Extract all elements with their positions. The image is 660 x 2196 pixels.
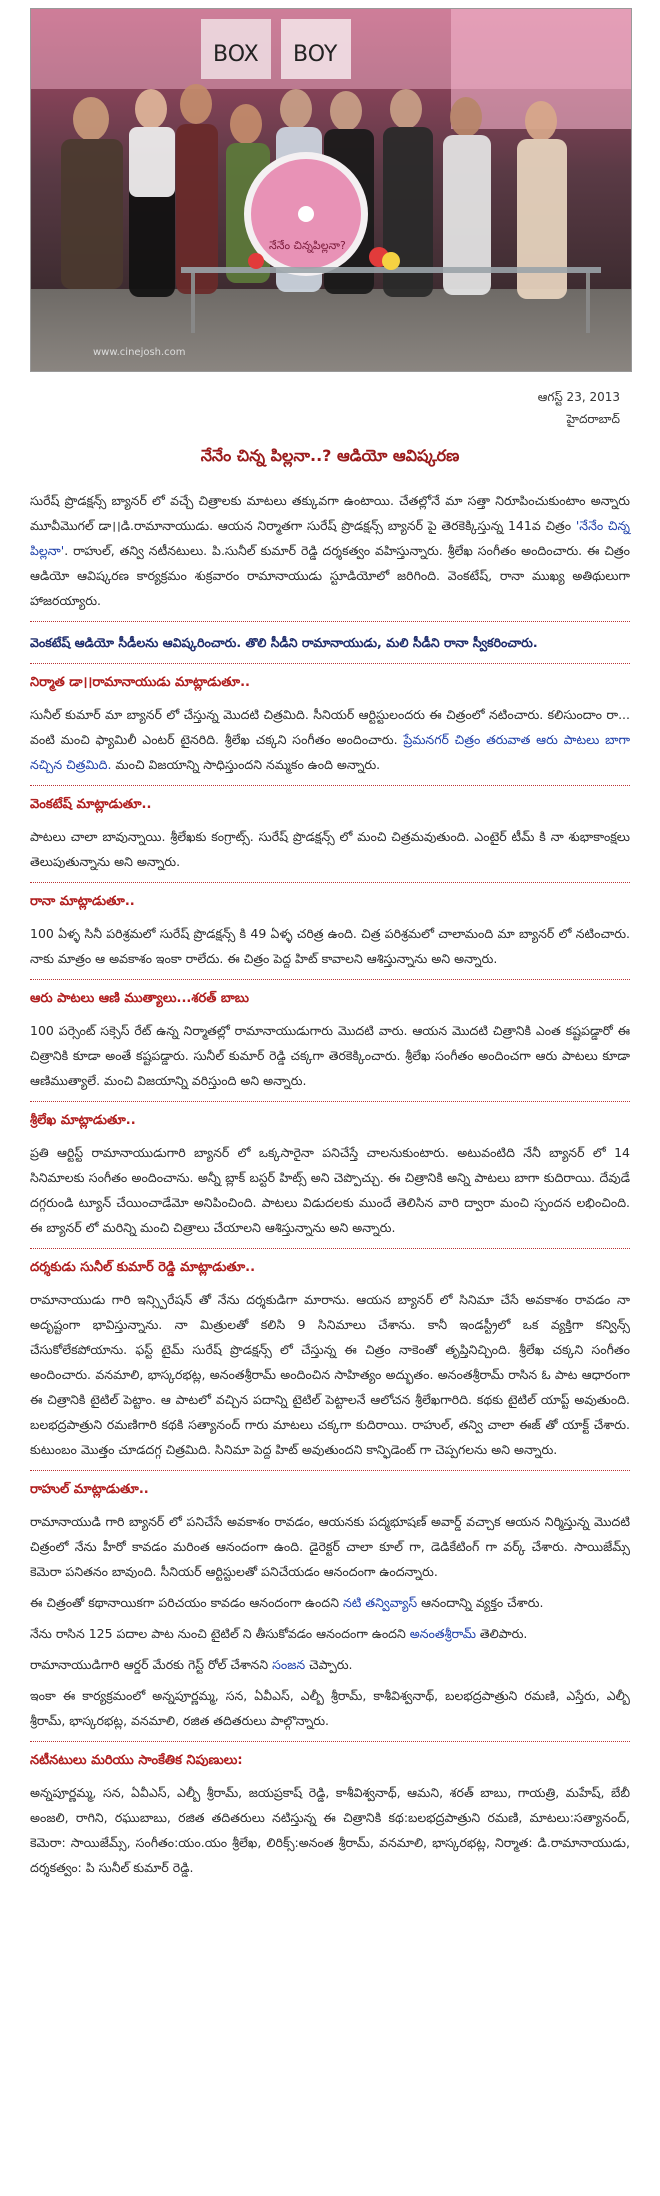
article-title: నేనేం చిన్న పిల్లనా..? ఆడియో ఆవిష్కరణ	[200, 446, 460, 465]
article-body	[30, 488, 630, 1886]
section-highlight: ప్రేమనగర్ చిత్రం తరువాత ఆరు పాటలు బాగా నచ్చిన చిత్రమిది.	[30, 732, 631, 772]
section-text-sarathbabu: 100 పర్సెంట్ సక్సెస్ రేట్ ఉన్న నిర్మాతల్లో రామానాయుడుగారు మొదటి వారు. ఆయన మొదటి చిత్రానికి ఎంత కష్టపడ్డారో ఈ చిత్రానికి కూడా అంతే కష్టపడ్డారు. సునీల్ కుమార్ రెడ్డి చక్కగా తెరకెక్కించారు. శ్రీలేఖ సంగీతం అందించగా ఆరు పాటలు కూడా ఆణిముత్యాలే. మంచి విజయాన్ని వరిస్తుంది అని అన్నారు.	[30, 1023, 630, 1088]
section-heading-sarathbabu: ఆరు పాటలు ఆణి ముత్యాలు...శరత్ బాబు	[30, 991, 250, 1006]
disc-title: నేనేం చిన్నపిల్లనా?	[269, 239, 346, 252]
tail-highlight: అనంతశ్రీరామ్	[409, 1626, 476, 1641]
tail-paragraph-ananthasriram	[30, 1621, 630, 1646]
article-place: హైదరాబాద్	[566, 412, 620, 426]
intro-paragraph	[30, 488, 630, 613]
separator	[30, 785, 630, 786]
section-heading-venkatesh: వెంకటేష్ మాట్లాడుతూ..	[30, 797, 152, 812]
section-text-part: సునీల్ కుమార్ మా బ్యానర్ లో చేస్తున్న మొదటి చిత్రమిది. సీనియర్ ఆర్టిస్టులందరు ఈ చిత్రంలో నటించారు. కలిసుందాం రా... వంటి మంచి ఫ్యామిలీ ఎంటర్ టైనరిది. శ్రీలేఖ చక్కని సంగీతం అందించారు.	[30, 707, 630, 747]
tail-highlight: నటి తన్వివ్యాస్	[342, 1595, 418, 1610]
section-heading-director: దర్శకుడు సునీల్ కుమార్ రెడ్డి మాట్లాడుతూ..	[30, 1260, 256, 1275]
backdrop-text-boy: BOY	[293, 42, 338, 67]
separator	[30, 1101, 630, 1102]
section-text-venkatesh: పాటలు చాలా బావున్నాయి. శ్రీలేఖకు కంగ్రాట్స్. సురేష్ ప్రొడక్షన్స్ లో మంచి చిత్రమవుతుంది. ఎంటైర్ టీమ్ కి నా శుభాకాంక్షలు తెలుపుతున్నాను అని అన్నారు.	[30, 829, 630, 869]
tail-paragraph-sanjana	[30, 1652, 630, 1677]
tail-highlight: సంజన	[272, 1657, 306, 1672]
section-text-srilekha: ప్రతి ఆర్టిస్ట్ రామానాయుడుగారి బ్యానర్ లో ఒక్కసారైనా పనిచేస్తే చాలనుకుంటారు. అటువంటిది నేనీ బ్యానర్ లో 14 సినిమాలకు సంగీతం అందించాను. అన్నీ బ్లాక్ బస్టర్ హిట్స్ అని చెప్పొచ్చు. ఈ చిత్రానికి అన్ని పాటలు బాగా కుదిరాయి. దేవుడే దగ్గరుండి ట్యూన్ చేయించాడేమో అనిపించింది. పాటలు విడుదలకు ముందే తెలిసిన వారి ద్వారా మంచి స్పందన లభించింది. ఈ బ్యానర్ లో మరిన్ని మంచి చిత్రాలు చేయాలని ఆశిస్తున్నాను అని అన్నారు.	[30, 1145, 630, 1235]
tail-paragraph-attendees: ఇంకా ఈ కార్యక్రమంలో అన్నపూర్ణమ్మ, సన, ఏవీఎస్, ఎల్బీ శ్రీరామ్, కాశీవిశ్వనాథ్, బలభద్రపాత్రుని రమణి, ఎస్తేరు, ఎల్బీ శ్రీరామ్, భాస్కరభట్ల, వనమాలి, రజిత తదితరులు పాల్గొన్నారు.	[30, 1688, 630, 1728]
article-date: ఆగస్ట్ 23, 2013	[537, 390, 620, 404]
section-heading-rahul: రాహుల్ మాట్లాడుతూ..	[30, 1482, 149, 1497]
tail-text: నేను రాసిన 125 పదాల పాట నుంచి టైటిల్ ని తీసుకోవడం ఆనందంగా ఉందని	[30, 1626, 410, 1641]
separator	[30, 1741, 630, 1742]
tail-text: చెప్పారు.	[305, 1657, 353, 1672]
photo-watermark: www.cinejosh.com	[93, 347, 186, 358]
section-text-director: రామానాయుడు గారి ఇన్స్పిరేషన్ తో నేను దర్శకుడిగా మారాను. ఆయన బ్యానర్ లో సినిమా చేసే అవకాశం రావడం నా అదృష్టంగా భావిస్తున్నాను. నా మిత్రులతో కలిసి 9 సినిమాలు చేశాను. కానీ ఇండస్ట్రీలో ఒక వ్యక్తిగా కన్విన్స్ చేసుకోలేకపోయాను. ఫస్ట్ టైమ్ సురేష్ ప్రొడక్షన్స్ లో చేస్తున్న ఈ చిత్రం నాకెంతో తృప్తినిచ్చింది. శ్రీలేఖ చక్కని సంగీతం అందించారు. వనమాలి, భాస్కరభట్ల, అనంతశ్రీరామ్ అందించిన సాహిత్యం అద్భుతం. అనంతశ్రీరామ్ రాసిన ఓ పాట ఆధారంగా ఈ చిత్రానికి టైటిల్ పెట్టాం. ఆ పాటలో వచ్చిన పదాన్ని టైటిల్ పెట్టాలనే ఆలోచన శ్రీలేఖగారిది. కథకు టైటిల్ యాప్ట్ అవుతుంది. బలభద్రపాత్రుని రమణిగారి కథకి సత్యానంద్ గారు మాటలు చక్కగా కుదిరాయి. రాహుల్, తన్వి చాలా ఈజ్ తో యాక్ట్ చేశారు. కుటుంబం మొత్తం చూడదగ్గ చిత్రమిది. సినిమా పెద్ద హిట్ అవుతుందని కాన్ఫిడెంట్ గా చెప్పగలను అని అన్నారు.	[30, 1292, 630, 1457]
intro-text: సురేష్ ప్రొడక్షన్స్ బ్యానర్ లో వచ్చే చిత్రాలకు మాటలు తక్కువగా ఉంటాయి. చేతల్లోనే మా సత్తా నిరూపించుకుంటాం అన్నారు మూవీమొగల్ డా।।డి.రామానాయుడు. ఆయన నిర్మాతగా సురేష్ ప్రొడక్షన్స్ బ్యానర్ పై తెరకెక్కిస్తున్న 141వ చిత్రం	[30, 493, 630, 533]
tail-text: రామానాయుడిగారి ఆర్డర్ మేరకు గెస్ట్ రోల్ చేశానని	[30, 1657, 273, 1672]
section-heading-ramanaidu: నిర్మాత డా।।రామానాయుడు మాట్లాడుతూ..	[30, 675, 250, 690]
tail-text: ఆనందాన్ని వ్యక్తం చేశారు.	[417, 1595, 544, 1610]
event-photo-illustration	[31, 9, 631, 371]
film-title-highlight: 'నేనేం చిన్న పిల్లనా'	[30, 518, 630, 558]
section-heading-srilekha: శ్రీలేఖ మాట్లాడుతూ..	[30, 1113, 136, 1128]
event-photo	[30, 8, 632, 372]
backdrop-text-box: BOX	[213, 42, 259, 67]
launch-line: వెంకటేష్ ఆడియో సీడీలను ఆవిష్కరించారు. తొలి సీడీని రామానాయుడు, మలి సీడీని రానా స్వీకరించారు.	[30, 635, 538, 650]
section-text-ramanaidu	[30, 702, 630, 777]
section-text-rahul: రామానాయుడి గారి బ్యానర్ లో పనిచేసే అవకాశం రావడం, ఆయనకు పద్మభూషణ్ అవార్డ్ వచ్చాక ఆయన నిర్మిస్తున్న మొదటి చిత్రంలో నేను హీరో కావడం మరింత ఆనందంగా ఉంది. డైరెక్టర్ చాలా కూల్ గా, డెడికేటింగ్ గా వర్క్ చేశారు. సాయిజేమ్స్ కెమెరా పనితనం బావుంది. సీనియర్ ఆర్టిస్టులతో పనిచేయడం ఆనందంగా ఉందన్నారు.	[30, 1514, 630, 1579]
credits-heading: నటీనటులు మరియు సాంకేతిక నిపుణులు:	[30, 1753, 243, 1768]
separator	[30, 979, 630, 980]
section-text-part: మంచి విజయాన్ని సాధిస్తుందని నమ్మకం ఉంది అన్నారు.	[111, 757, 381, 772]
separator	[30, 882, 630, 883]
section-text-rana: 100 ఏళ్ళ సినీ పరిశ్రమలో సురేష్ ప్రొడక్షన్స్ కి 49 ఏళ్ళ చరిత్ర ఉంది. చిత్ర పరిశ్రమలో చాలామంది మా బ్యానర్ లో నటించారు. నాకు మాత్రం ఆ అవకాశం ఇంకా రాలేదు. ఈ చిత్రం పెద్ద హిట్ కావాలని ఆశిస్తున్నాను అని అన్నారు.	[30, 926, 630, 966]
section-heading-rana: రానా మాట్లాడుతూ..	[30, 894, 135, 909]
separator	[30, 663, 630, 664]
credits-text: అన్నపూర్ణమ్మ, సన, ఏవీఎస్, ఎల్బీ శ్రీరామ్, జయప్రకాష్ రెడ్డి, కాశీవిశ్వనాథ్, ఆమని, శరత్ బాబు, గాయత్రి, మహేష్, బేబీ అంజలి, రాగిని, రఘుబాబు, రజిత తదితరులు నటిస్తున్న ఈ చిత్రానికి కథ:బలభద్రపాత్రుని రమణి, మాటలు:సత్యానంద్, కెమెరా: సాయిజేమ్స్, సంగీతం:యం.యం శ్రీలేఖ, లిరిక్స్:అనంత శ్రీరామ్, వనమాలి, భాస్కరభట్ల, నిర్మాత: డి.రామానాయుడు, దర్శకత్వం: పి సునీల్ కుమార్ రెడ్డి.	[30, 1785, 630, 1875]
tail-text: ఈ చిత్రంతో కథానాయికగా పరిచయం కావడం ఆనందంగా ఉందని	[30, 1595, 343, 1610]
separator	[30, 621, 630, 622]
tail-paragraph-tanvi	[30, 1590, 630, 1615]
separator	[30, 1470, 630, 1471]
separator	[30, 1248, 630, 1249]
intro-text-2: . రాహుల్, తన్వి నటీనటులు. పి.సునీల్ కుమార్ రెడ్డి దర్శకత్వం వహిస్తున్నారు. శ్రీలేఖ సంగీతం అందించారు. ఈ చిత్రం ఆడియో ఆవిష్కరణ కార్యక్రమం శుక్రవారం రామానాయుడు స్టూడియోలో జరిగింది. వెంకటేష్, రానా ముఖ్య అతిథులుగా హాజరయ్యారు.	[30, 543, 630, 608]
tail-text: తెలిపారు.	[475, 1626, 528, 1641]
